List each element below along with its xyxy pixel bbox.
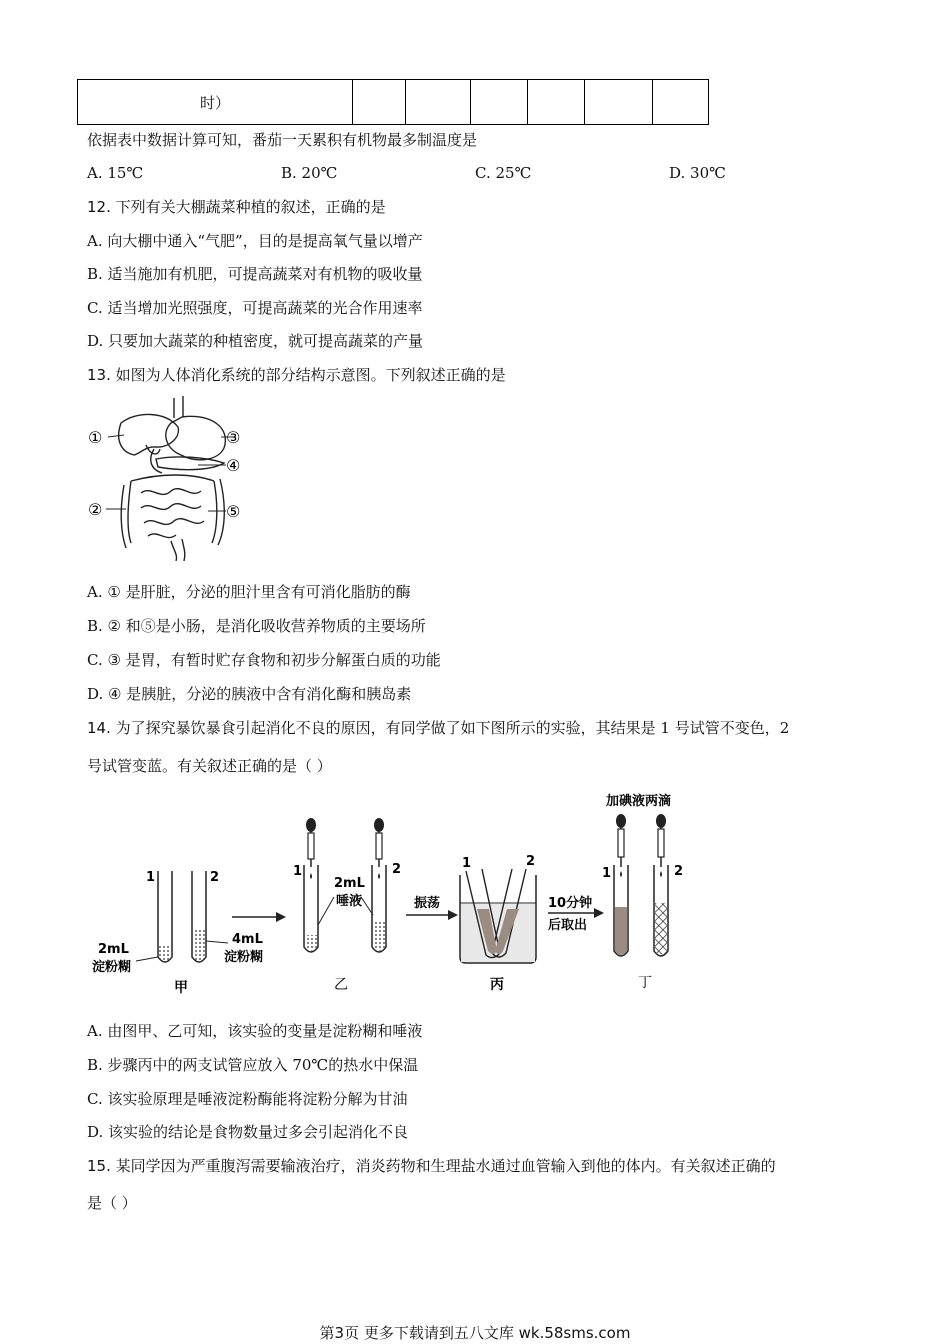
q12-option-c: C. 适当增加光照强度，可提高蔬菜的光合作用速率	[87, 299, 423, 317]
label-5: ⑤	[226, 502, 241, 521]
table-cell	[528, 80, 585, 125]
jia-tube-1-label: 1	[146, 870, 156, 885]
q11-option-b: B. 20℃	[281, 164, 338, 182]
yi-tube-1-label: 1	[293, 864, 303, 879]
q12-number: 12.	[87, 198, 111, 216]
q13-stem	[87, 365, 506, 385]
wait-time-label: 10分钟	[548, 896, 593, 911]
q11-option-a: A. 15℃	[87, 164, 144, 182]
shake-label: 振荡	[414, 896, 441, 911]
q11-stem: 依据表中数据计算可知，番茄一天累积有机物最多制温度是	[87, 131, 478, 149]
q13-option-c: C. ③ 是胃，有暂时贮存食物和初步分解蛋白质的功能	[87, 651, 441, 669]
q13-option-a: A. ① 是肝脏，分泌的胆汁里含有可消化脂肪的酶	[87, 583, 411, 601]
q14-stem-2: 号试管变蓝。有关叙述正确的是（ ）	[87, 757, 332, 775]
q13-option-b: B. ② 和⑤是小肠，是消化吸收营养物质的主要场所	[87, 617, 426, 635]
q14-option-b: B. 步骤丙中的两支试管应放入 70℃的热水中保温	[87, 1056, 419, 1074]
q12-option-b: B. 适当施加有机肥，可提高蔬菜对有机物的吸收量	[87, 265, 423, 283]
table-cell	[406, 80, 471, 125]
saliva-volume: 2mL	[334, 876, 365, 891]
q14-option-d: D. 该实验的结论是食物数量过多会引起消化不良	[87, 1123, 409, 1141]
starch-4ml-label: 淀粉糊	[224, 950, 264, 965]
ding-tube-2-label: 2	[674, 864, 684, 879]
label-2: ②	[88, 500, 103, 519]
q15-stem-1	[87, 1156, 776, 1176]
step-jia-label: 甲	[174, 980, 188, 996]
q11-option-d: D. 30℃	[669, 164, 726, 182]
table-cell	[653, 80, 709, 125]
table-row	[78, 80, 709, 125]
starch-2ml-label: 淀粉糊	[92, 960, 132, 975]
starch-4ml-fill	[193, 930, 205, 961]
q12-option-d: D. 只要加大蔬菜的种植密度，就可提高蔬菜的产量	[87, 332, 424, 350]
q11-option-c: C. 25℃	[475, 164, 532, 182]
take-out-label: 后取出	[548, 918, 588, 933]
q13-option-d: D. ④ 是胰脏，分泌的胰液中含有消化酶和胰岛素	[87, 685, 412, 703]
table-cell	[353, 80, 406, 125]
page-footer: 第3页 更多下载请到五八文库 wk.58sms.com	[319, 1324, 631, 1342]
starch-4ml-volume: 4mL	[232, 932, 263, 947]
q13-stem-text: 如图为人体消化系统的部分结构示意图。下列叙述正确的是	[110, 366, 506, 384]
data-table	[77, 79, 709, 125]
q13-number: 13.	[87, 366, 111, 384]
label-1: ①	[88, 428, 103, 447]
q14-stem-1	[87, 718, 789, 738]
starch-2ml-fill	[159, 945, 171, 961]
digestive-system-figure	[86, 393, 256, 563]
experiment-figure	[86, 785, 706, 1000]
step-yi-label: 乙	[334, 977, 348, 993]
table-row-label: 时）	[78, 80, 353, 125]
step-ding-label: 丁	[638, 975, 652, 991]
label-4: ④	[226, 456, 241, 475]
starch-2ml-volume: 2mL	[98, 942, 129, 957]
table-cell	[471, 80, 528, 125]
q12-stem	[87, 197, 386, 217]
yi-tube-2-label: 2	[392, 862, 402, 877]
saliva-label: 唾液	[336, 894, 363, 909]
q14-number: 14.	[87, 719, 111, 737]
q14-option-a: A. 由图甲、乙可知，该实验的变量是淀粉糊和唾液	[87, 1022, 423, 1040]
q15-stem-2: 是（ ）	[87, 1194, 137, 1212]
bing-tube-1-label: 1	[462, 856, 472, 871]
jia-tube-2-label: 2	[210, 870, 220, 885]
step-bing-label: 丙	[490, 977, 504, 993]
iodine-label: 加碘液两滴	[606, 794, 672, 809]
ding-tube-1-label: 1	[602, 866, 612, 881]
q12-stem-text: 下列有关大棚蔬菜种植的叙述，正确的是	[110, 198, 386, 216]
q14-stem-text: 为了探究暴饮暴食引起消化不良的原因，有同学做了如下图所示的实验，其结果是 1 号试管不变色，2	[110, 719, 790, 737]
q15-stem-text: 某同学因为严重腹泻需要输液治疗，消炎药物和生理盐水通过血管输入到他的体内。有关叙述正确的	[110, 1157, 776, 1175]
q14-option-c: C. 该实验原理是唾液淀粉酶能将淀粉分解为甘油	[87, 1090, 408, 1108]
q12-option-a: A. 向大棚中通入“气肥”，目的是提高氧气量以增产	[87, 232, 423, 250]
bing-tube-2-label: 2	[526, 854, 536, 869]
label-3: ③	[226, 428, 241, 447]
table-cell	[585, 80, 653, 125]
q15-number: 15.	[87, 1157, 111, 1175]
